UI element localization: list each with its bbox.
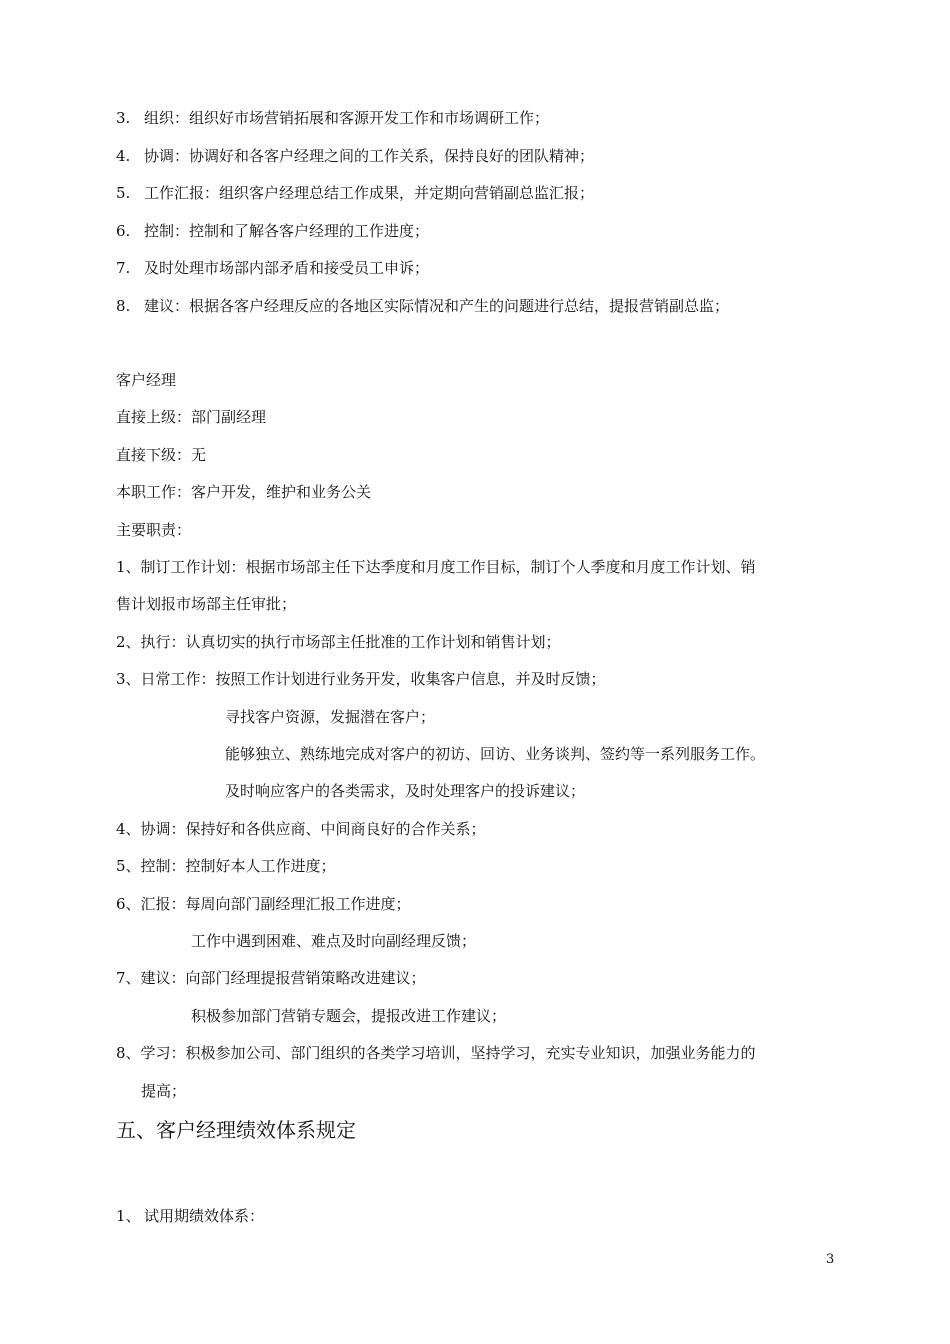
list-text: 组织：组织好市场营销拓展和客源开发工作和市场调研工作； [144,109,550,127]
duty-line: 1、制订工作计划：根据市场部主任下达季度和月度工作目标，制订个人季度和月度工作计划、销 [116,558,756,576]
section-item-number: 1、 [116,1207,141,1225]
list-item [116,183,594,203]
role-job: 本职工作：客户开发，维护和业务公关 [116,483,372,501]
list-text: 协调：协调好和各客户经理之间的工作关系，保持良好的团队精神； [144,147,595,165]
duty-line: 及时响应客户的各类需求，及时处理客户的投诉建议； [225,782,586,800]
list-number: 8. [116,297,131,315]
role-title: 客户经理 [116,371,177,389]
list-text: 工作汇报：组织客户经理总结工作成果，并定期向营销副总监汇报； [144,184,595,202]
list-number: 4. [116,147,131,165]
list-number: 7. [116,259,131,277]
duty-line: 提高； [141,1082,187,1100]
section-item-text: 试用期绩效体系： [144,1207,265,1225]
role-superior: 直接上级：部门副经理 [116,408,267,426]
list-text: 及时处理市场部内部矛盾和接受员工申诉； [144,259,430,277]
list-number: 6. [116,222,131,240]
list-item [116,108,549,128]
duty-line: 积极参加部门营销专题会，提报改进工作建议； [191,1007,507,1025]
list-text: 控制：控制和了解各客户经理的工作进度； [144,222,430,240]
duty-line: 8、学习：积极参加公司、部门组织的各类学习培训，坚持学习，充实专业知识，加强业务能力的 [116,1044,756,1062]
list-item [116,146,594,166]
list-item [116,296,729,316]
list-number: 5. [116,184,131,202]
duties-label: 主要职责： [116,521,192,539]
duty-line: 6、汇报：每周向部门副经理汇报工作进度； [116,895,411,913]
list-text: 建议：根据各客户经理反应的各地区实际情况和产生的问题进行总结，提报营销副总监； [144,297,730,315]
duty-line: 7、建议：向部门经理提报营销策略改进建议； [116,969,426,987]
duty-line: 能够独立、熟练地完成对客户的初访、回访、业务谈判、签约等一系列服务工作。 [225,745,766,763]
page-number: 3 [826,1252,835,1267]
duty-line: 2、执行：认真切实的执行市场部主任批准的工作计划和销售计划； [116,633,561,651]
list-item [116,221,429,241]
list-number: 3. [116,109,131,127]
role-subordinate: 直接下级：无 [116,446,207,464]
duty-line: 售计划报市场部主任审批； [116,595,297,613]
duty-line: 3、日常工作：按照工作计划进行业务开发，收集客户信息，并及时反馈； [116,670,606,688]
duty-line: 工作中遇到困难、难点及时向副经理反馈； [191,932,477,950]
duty-line: 4、协调：保持好和各供应商、中间商良好的合作关系； [116,820,486,838]
section-heading: 五、客户经理绩效体系规定 [116,1118,356,1142]
section-item [116,1206,264,1226]
list-item [116,258,429,278]
duty-line: 5、控制：控制好本人工作进度； [116,857,336,875]
duty-line: 寻找客户资源，发掘潜在客户； [225,708,436,726]
